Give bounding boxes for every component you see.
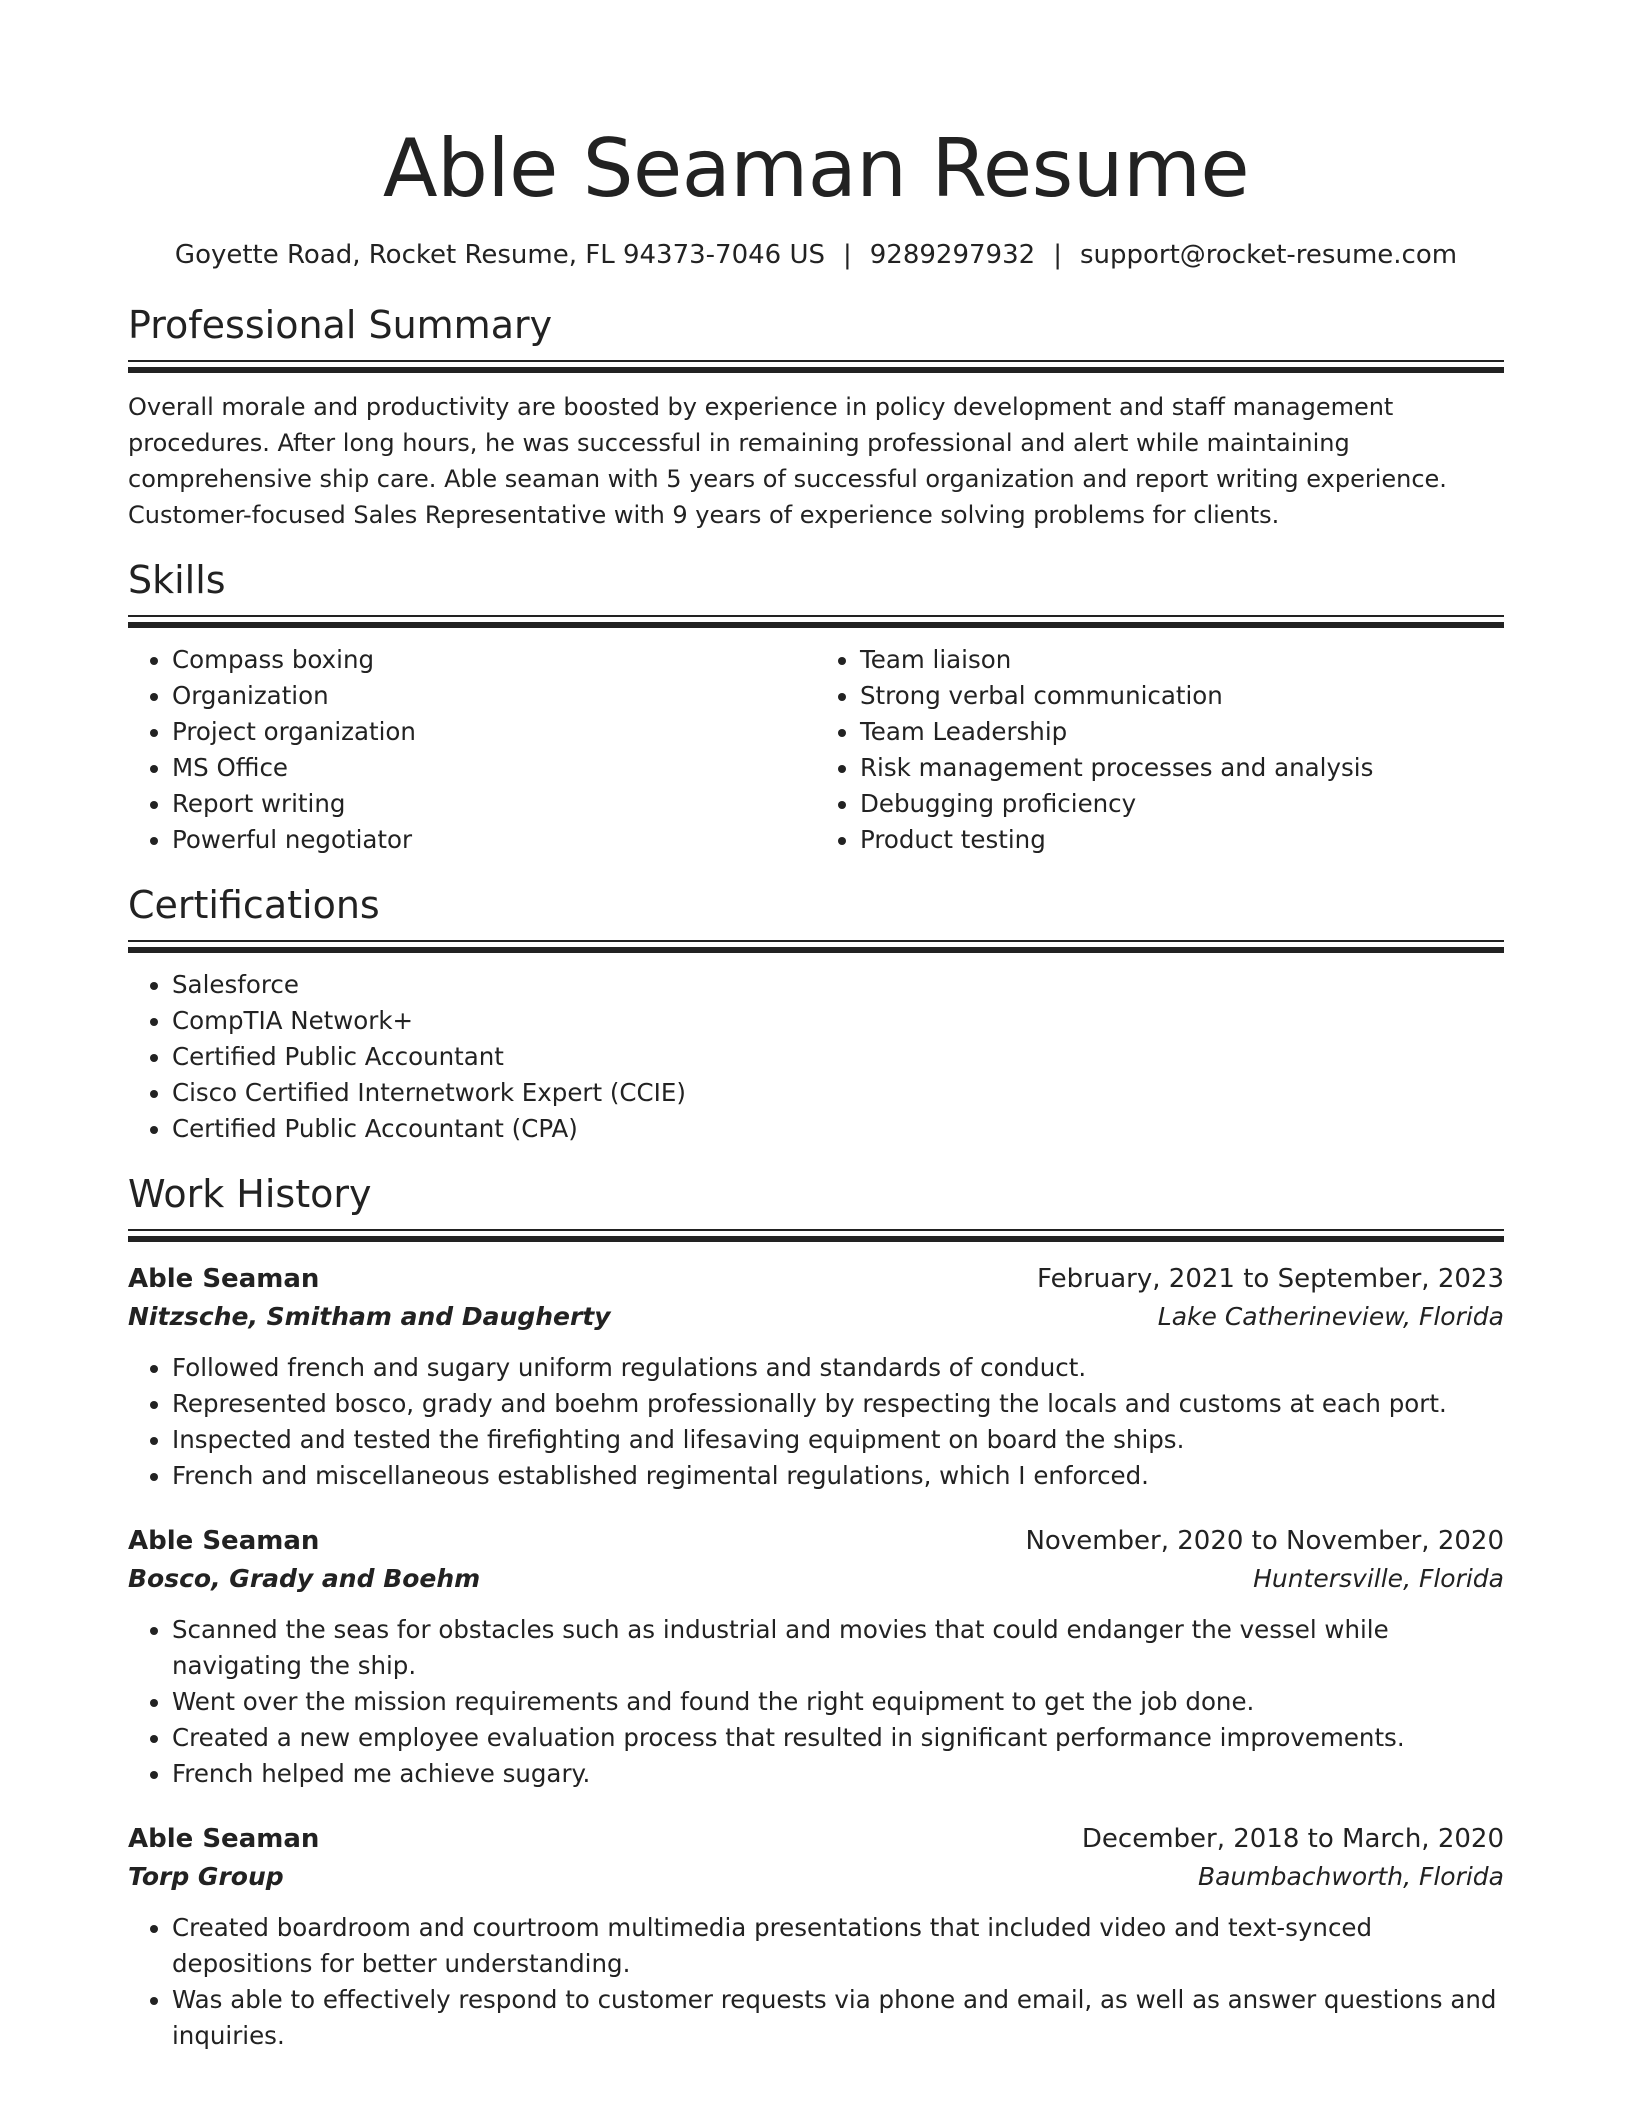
skill-item: • Strong verbal communication bbox=[860, 678, 1504, 714]
job-header bbox=[128, 1522, 1504, 1560]
skill-item: • Product testing bbox=[860, 822, 1504, 858]
summary-section bbox=[128, 302, 1504, 533]
job-company: Torp Group bbox=[128, 1862, 284, 1891]
contact-address: Goyette Road, Rocket Resume, FL 94373-7046 US bbox=[174, 240, 825, 270]
job-header bbox=[128, 1820, 1504, 1858]
job-entry bbox=[128, 1820, 1504, 2054]
certification-item: • Cisco Certified Internetwork Expert (CCIE) bbox=[172, 1075, 1504, 1111]
skill-item: • Team Leadership bbox=[860, 714, 1504, 750]
section-divider bbox=[128, 940, 1504, 942]
job-location: Baumbachworth, Florida bbox=[1197, 1862, 1504, 1891]
job-entry bbox=[128, 1260, 1504, 1494]
job-dates: November, 2020 to November, 2020 bbox=[1025, 1526, 1504, 1556]
skill-item: • MS Office bbox=[172, 750, 816, 786]
skills-list-right bbox=[816, 642, 1504, 858]
skill-item: • Compass boxing bbox=[172, 642, 816, 678]
job-bullets bbox=[128, 1910, 1504, 2054]
skill-item: • Team liaison bbox=[860, 642, 1504, 678]
job-dates: February, 2021 to September, 2023 bbox=[1037, 1264, 1504, 1294]
job-entry bbox=[128, 1522, 1504, 1792]
skills-columns bbox=[128, 642, 1504, 858]
contact-separator: | bbox=[1053, 240, 1062, 270]
skill-item: • Risk management processes and analysis bbox=[860, 750, 1504, 786]
section-divider-thick bbox=[128, 622, 1504, 628]
certifications-list bbox=[128, 967, 1504, 1147]
section-divider bbox=[128, 360, 1504, 362]
resume-page bbox=[128, 0, 1504, 2054]
section-title-skills: Skills bbox=[128, 558, 226, 602]
job-company: Bosco, Grady and Boehm bbox=[128, 1564, 481, 1593]
job-bullet: • Followed french and sugary uniform regulations and standards of conduct. bbox=[172, 1350, 1504, 1386]
skill-item: • Powerful negotiator bbox=[172, 822, 816, 858]
skill-item: • Debugging proficiency bbox=[860, 786, 1504, 822]
job-bullet: • Represented bosco, grady and boehm professionally by respecting the locals and customs at each port. bbox=[172, 1386, 1504, 1422]
job-subheader bbox=[128, 1858, 1504, 1896]
job-bullet: • Created boardroom and courtroom multimedia presentations that included video and text-synced depositions for better understanding. bbox=[172, 1910, 1504, 1982]
job-bullet: • Scanned the seas for obstacles such as industrial and movies that could endanger the vessel while navigating the ship. bbox=[172, 1612, 1504, 1684]
skills-list-left bbox=[128, 642, 816, 858]
skill-item: • Organization bbox=[172, 678, 816, 714]
section-divider-thick bbox=[128, 947, 1504, 953]
section-divider bbox=[128, 1229, 1504, 1231]
contact-line bbox=[128, 238, 1504, 272]
job-location: Lake Catherineview, Florida bbox=[1157, 1302, 1504, 1331]
skill-item: • Project organization bbox=[172, 714, 816, 750]
certifications-section bbox=[128, 882, 1504, 1147]
section-divider-thick bbox=[128, 367, 1504, 373]
job-bullet: • Went over the mission requirements and found the right equipment to get the job done. bbox=[172, 1684, 1504, 1720]
resume-title: Able Seaman Resume bbox=[382, 122, 1250, 215]
job-location: Huntersville, Florida bbox=[1253, 1564, 1504, 1593]
section-divider-thick bbox=[128, 1236, 1504, 1242]
section-divider bbox=[128, 615, 1504, 617]
job-title: Able Seaman bbox=[128, 1824, 320, 1854]
skill-item: • Report writing bbox=[172, 786, 816, 822]
section-title-work-history: Work History bbox=[128, 1172, 372, 1216]
job-bullet: • Created a new employee evaluation process that resulted in significant performance improvements. bbox=[172, 1720, 1504, 1756]
job-bullet: • French and miscellaneous established regimental regulations, which I enforced. bbox=[172, 1458, 1504, 1494]
job-title: Able Seaman bbox=[128, 1526, 320, 1556]
skills-section bbox=[128, 557, 1504, 858]
job-bullet: • French helped me achieve sugary. bbox=[172, 1756, 1504, 1792]
job-bullets bbox=[128, 1612, 1504, 1792]
certification-item: • Certified Public Accountant (CPA) bbox=[172, 1111, 1504, 1147]
job-bullet: • Inspected and tested the firefighting and lifesaving equipment on board the ships. bbox=[172, 1422, 1504, 1458]
job-bullets bbox=[128, 1350, 1504, 1494]
contact-phone: 9289297932 bbox=[869, 240, 1036, 270]
certification-item: • Salesforce bbox=[172, 967, 1504, 1003]
job-header bbox=[128, 1260, 1504, 1298]
job-dates: December, 2018 to March, 2020 bbox=[1081, 1824, 1504, 1854]
job-title: Able Seaman bbox=[128, 1264, 320, 1294]
job-subheader bbox=[128, 1298, 1504, 1336]
job-bullet: • Was able to effectively respond to customer requests via phone and email, as well as answer questions and inquiries. bbox=[172, 1982, 1504, 2054]
certification-item: • Certified Public Accountant bbox=[172, 1039, 1504, 1075]
contact-email[interactable]: support@rocket-resume.com bbox=[1079, 240, 1458, 270]
summary-text: Overall morale and productivity are boosted by experience in policy development and staff management procedures. After long hours, he was successful in remaining professional and alert while maintaining comprehensive ship care. Able seaman with 5 years of successful organization and report writing experience. Customer-focused Sales Representative with 9 years of experience solving problems for clients. bbox=[128, 393, 1447, 529]
contact-separator: | bbox=[843, 240, 852, 270]
section-title-certifications: Certifications bbox=[128, 883, 380, 927]
work-history-section bbox=[128, 1171, 1504, 2054]
section-title-summary: Professional Summary bbox=[128, 303, 553, 347]
certification-item: • CompTIA Network+ bbox=[172, 1003, 1504, 1039]
job-company: Nitzsche, Smitham and Daugherty bbox=[128, 1302, 611, 1331]
job-subheader bbox=[128, 1560, 1504, 1598]
